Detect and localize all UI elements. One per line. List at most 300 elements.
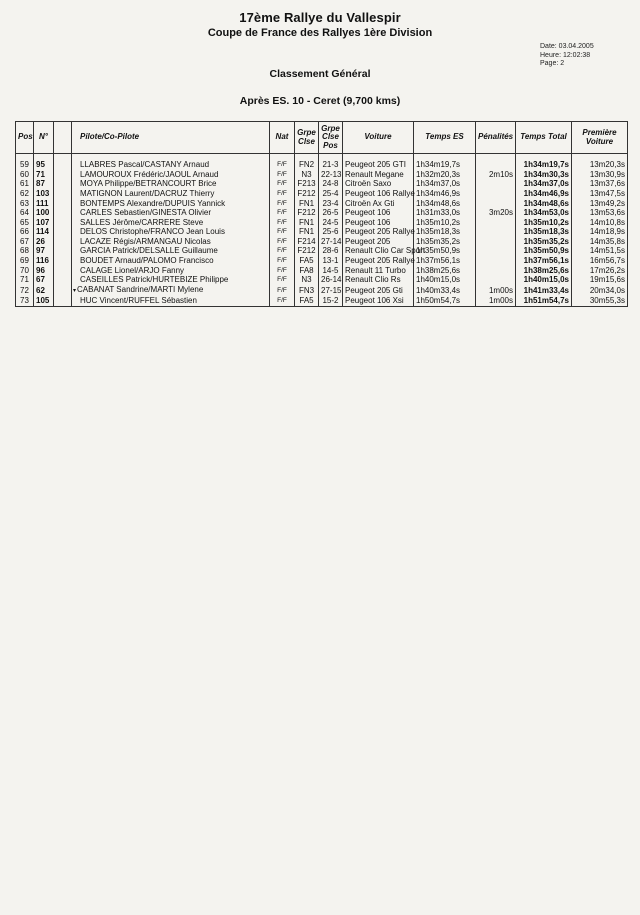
cell-grpe-clse-pos <box>319 189 343 199</box>
cell-blank <box>54 237 72 247</box>
cell-grpe-clse-text: FN3 <box>298 285 315 295</box>
cell-temps-total-text: 1h35m10,2s <box>523 217 569 227</box>
cell-grpe-clse-pos <box>319 296 343 306</box>
col-header-temps-es: Temps ES <box>414 122 476 154</box>
cell-voiture-text: Peugeot 205 Rallye <box>345 227 415 237</box>
cell-grpe-clse-text: FN1 <box>298 217 315 227</box>
cell-grpe-clse-pos-text: 24-5 <box>322 217 339 227</box>
cell-grpe-clse-text: F212 <box>297 208 316 218</box>
cell-grpe-clse-text: FA5 <box>299 256 314 266</box>
cell-grpe-clse-pos-text: 23-4 <box>322 198 339 208</box>
cell-temps-total-text: 1h34m19,7s <box>523 160 569 170</box>
cell-number <box>34 189 54 199</box>
cell-premiere-voiture-text: 30m55,3s <box>589 296 625 306</box>
cell-grpe-clse <box>295 218 319 228</box>
cell-number-text: 95 <box>36 160 45 170</box>
cell-grpe-clse-pos <box>319 198 343 208</box>
cell-grpe-clse-pos <box>319 160 343 170</box>
cell-blank <box>54 296 72 306</box>
col-header-blank <box>54 122 72 154</box>
cell-premiere-voiture-text: 13m49,2s <box>589 198 625 208</box>
cell-nat-text: F/F <box>277 161 287 169</box>
cell-grpe-clse-pos <box>319 237 343 247</box>
cell-premiere-voiture <box>572 275 628 285</box>
cell-number-text: 103 <box>36 188 50 198</box>
cell-premiere-voiture <box>572 189 628 199</box>
cell-pos <box>16 208 34 218</box>
cell-temps-es-text: 1h40m33,4s <box>416 285 461 295</box>
col-header-temps-total: Temps Total <box>516 122 572 154</box>
cell-pos-text: 65 <box>20 217 29 227</box>
cell-premiere-voiture <box>572 266 628 276</box>
cell-temps-es-text: 1h37m56,1s <box>416 256 461 266</box>
table-row <box>16 237 628 247</box>
cell-number <box>34 160 54 170</box>
cell-voiture-text: Renault 11 Turbo <box>345 265 406 275</box>
cell-grpe-clse <box>295 237 319 247</box>
cell-number <box>34 198 54 208</box>
cell-penalites <box>476 189 516 199</box>
cell-blank <box>54 246 72 256</box>
cell-grpe-clse <box>295 256 319 266</box>
cell-grpe-clse-pos-text: 22-13 <box>321 169 342 179</box>
cell-pos-text: 70 <box>20 265 29 275</box>
cell-penalites <box>476 160 516 170</box>
cell-grpe-clse-pos-text: 13-1 <box>322 256 339 266</box>
cell-pos-text: 62 <box>20 188 29 198</box>
cell-voiture <box>343 170 414 180</box>
cell-premiere-voiture-text: 20m34,0s <box>589 285 625 295</box>
table-row <box>16 218 628 228</box>
cell-blank <box>54 160 72 170</box>
cell-pilote-text: LAMOUROUX Frédéric/JAOUL Arnaud <box>80 169 219 179</box>
cell-pos <box>16 246 34 256</box>
cell-number <box>34 179 54 189</box>
cell-penalites <box>476 227 516 237</box>
cell-grpe-clse-text: FA8 <box>299 265 314 275</box>
cell-grpe-clse-text: FN1 <box>298 227 315 237</box>
cell-temps-es <box>414 170 476 180</box>
cell-temps-total <box>516 227 572 237</box>
cell-grpe-clse-text: FN2 <box>298 160 315 170</box>
section-title: Classement Général <box>269 68 371 80</box>
cell-temps-total-text: 1h35m35,2s <box>523 236 569 246</box>
cell-nat <box>270 296 295 306</box>
cell-premiere-voiture <box>572 246 628 256</box>
col-header-penalites: Pénalités <box>476 122 516 154</box>
cell-pos <box>16 170 34 180</box>
cell-grpe-clse <box>295 170 319 180</box>
cell-grpe-clse <box>295 227 319 237</box>
cell-grpe-clse-pos-text: 21-3 <box>322 160 339 170</box>
cell-penalites <box>476 256 516 266</box>
cell-grpe-clse <box>295 275 319 285</box>
cell-number <box>34 170 54 180</box>
cell-temps-es-text: 1h35m50,9s <box>416 246 461 256</box>
print-date: Date: 03.04.2005 <box>540 43 594 50</box>
cell-temps-es <box>414 208 476 218</box>
cell-pilote-text: MATIGNON Laurent/DACRUZ Thierry <box>80 188 215 198</box>
cell-penalites-text: 3m20s <box>488 208 513 218</box>
cell-premiere-voiture <box>572 170 628 180</box>
cell-grpe-clse-pos <box>319 218 343 228</box>
cell-premiere-voiture <box>572 208 628 218</box>
cell-temps-es-text: 1h35m10,2s <box>416 217 461 227</box>
cell-temps-total-text: 1h34m37,0s <box>523 179 569 189</box>
cell-penalites <box>476 275 516 285</box>
cell-pos <box>16 266 34 276</box>
cell-grpe-clse-pos <box>319 256 343 266</box>
cell-voiture <box>343 246 426 256</box>
col-header-nat: Nat <box>270 122 295 154</box>
cell-number <box>34 296 54 306</box>
cell-temps-es <box>414 256 476 266</box>
cell-temps-es <box>414 227 476 237</box>
cell-pilote-text: SALLES Jérôme/CARRERE Steve <box>80 217 204 227</box>
cell-pos-text: 72 <box>20 285 29 295</box>
cell-penalites <box>476 198 516 208</box>
cell-grpe-clse-text: F212 <box>297 188 316 198</box>
cell-grpe-clse-pos-text: 14-5 <box>322 265 339 275</box>
cell-voiture <box>343 218 414 228</box>
cell-pilote <box>72 179 270 189</box>
cell-nat-text: F/F <box>277 218 287 226</box>
print-time: Heure: 12:02:38 <box>540 51 591 59</box>
cell-pos <box>16 296 34 306</box>
cell-voiture-text: Renault Clio Rs <box>345 275 401 285</box>
cell-pilote-text: BOUDET Arnaud/PALOMO Francisco <box>80 256 214 266</box>
cell-temps-es-text: 1h34m19,7s <box>416 160 461 170</box>
cell-pilote <box>72 218 270 228</box>
cell-nat-text: F/F <box>277 276 287 284</box>
col-header-num: N° <box>34 122 54 154</box>
cell-temps-es <box>414 189 476 199</box>
table-row <box>16 275 628 285</box>
table-row <box>16 246 628 256</box>
cell-temps-total-text: 1h37m56,1s <box>523 256 569 266</box>
cell-temps-es <box>414 198 476 208</box>
cell-number <box>34 218 54 228</box>
cell-number-text: 116 <box>36 256 49 266</box>
cell-number-text: 62 <box>36 285 45 295</box>
cell-nat-text: F/F <box>277 180 287 188</box>
cell-premiere-voiture-text: 14m51,5s <box>589 246 625 256</box>
cell-penalites <box>476 266 516 276</box>
cell-blank <box>54 170 72 180</box>
cell-number <box>34 285 54 296</box>
cell-voiture-text: Peugeot 205 <box>345 236 391 246</box>
cell-grpe-clse-pos <box>319 208 343 218</box>
cell-premiere-voiture <box>572 285 628 296</box>
cell-pos <box>16 179 34 189</box>
cell-grpe-clse <box>295 189 319 199</box>
cell-grpe-clse-text: F212 <box>297 246 316 256</box>
cell-pilote <box>72 275 270 285</box>
cell-pos-text: 61 <box>20 179 29 189</box>
cell-nat <box>270 275 295 285</box>
cell-premiere-voiture <box>572 227 628 237</box>
cell-temps-es-text: 1h38m25,6s <box>416 265 461 275</box>
cell-penalites <box>476 296 516 306</box>
col-header-grpe-clse: Grpe Clse <box>295 122 319 154</box>
cell-temps-es <box>414 237 476 247</box>
cell-penalites <box>476 208 516 218</box>
cell-pilote-text: CARLES Sebastien/GINESTA Olivier <box>80 208 212 218</box>
cell-pilote-text: LACAZE Régis/ARMANGAU Nicolas <box>80 236 211 246</box>
cell-pilote <box>72 256 270 266</box>
cell-nat <box>270 285 295 296</box>
cell-temps-es <box>414 160 476 170</box>
cell-number-text: 107 <box>36 217 50 227</box>
table-row <box>16 160 628 170</box>
cell-voiture-text: Renault Megane <box>345 169 404 179</box>
cell-penalites-text: 1m00s <box>488 285 513 295</box>
cell-grpe-clse <box>295 246 319 256</box>
cell-grpe-clse-pos <box>319 275 343 285</box>
table-header-row <box>16 122 628 154</box>
cell-nat <box>270 227 295 237</box>
cell-pos-text: 67 <box>20 236 29 246</box>
cell-nat <box>270 170 295 180</box>
cell-premiere-voiture <box>572 237 628 247</box>
table-row <box>16 256 628 266</box>
cell-temps-total <box>516 285 572 296</box>
cell-voiture-text: Peugeot 106 Xsi <box>345 296 404 306</box>
cell-temps-total <box>516 208 572 218</box>
cell-pilote-text: CALAGE Lionel/ARJO Fanny <box>80 265 185 275</box>
cell-temps-total <box>516 275 572 285</box>
cell-pos <box>16 198 34 208</box>
cell-pos-text: 60 <box>20 169 29 179</box>
cell-number <box>34 256 54 266</box>
cell-temps-total <box>516 256 572 266</box>
cell-nat-text: F/F <box>277 247 287 255</box>
cell-pilote-text: HUC Vincent/RUFFEL Sébastien <box>80 296 197 306</box>
cell-premiere-voiture-text: 13m30,9s <box>589 169 625 179</box>
cell-pilote <box>72 285 270 296</box>
cell-nat <box>270 208 295 218</box>
cell-number-text: 87 <box>36 179 45 189</box>
cell-premiere-voiture <box>572 160 628 170</box>
table-row <box>16 227 628 237</box>
cell-blank <box>54 227 72 237</box>
cell-grpe-clse-pos <box>319 285 343 296</box>
cell-premiere-voiture-text: 13m53,6s <box>589 208 625 218</box>
cell-voiture <box>343 208 414 218</box>
cell-voiture <box>343 179 414 189</box>
cell-voiture-text: Peugeot 106 <box>345 208 391 218</box>
cell-grpe-clse <box>295 208 319 218</box>
cell-pilote <box>72 170 270 180</box>
table-row <box>16 189 628 199</box>
cell-penalites-text: 1m00s <box>488 296 513 306</box>
cell-number <box>34 246 54 256</box>
cell-premiere-voiture-text: 17m26,2s <box>589 265 625 275</box>
cell-grpe-clse <box>295 179 319 189</box>
cell-voiture <box>343 227 414 237</box>
cell-nat-text: F/F <box>277 170 287 178</box>
cell-pos <box>16 256 34 266</box>
cell-temps-es-text: 1h32m20,3s <box>416 169 461 179</box>
cell-grpe-clse-pos-text: 15-2 <box>322 296 339 306</box>
cell-number-text: 97 <box>36 246 45 256</box>
cell-premiere-voiture-text: 14m10,8s <box>589 217 625 227</box>
cell-temps-total <box>516 218 572 228</box>
cell-voiture <box>343 237 414 247</box>
cell-voiture-text: Peugeot 205 GTI <box>345 160 406 170</box>
table-row <box>16 285 628 296</box>
cell-number-text: 100 <box>36 208 50 218</box>
cell-temps-total-text: 1h35m18,3s <box>523 227 569 237</box>
cell-pilote <box>72 266 270 276</box>
cell-grpe-clse-pos <box>319 170 343 180</box>
cell-pos-text: 63 <box>20 198 29 208</box>
cell-premiere-voiture-text: 13m47,5s <box>589 188 625 198</box>
row-marker-icon: ▾ <box>73 287 77 294</box>
cell-temps-total-text: 1h34m53,0s <box>523 208 569 218</box>
cell-grpe-clse-pos <box>319 179 343 189</box>
cell-penalites <box>476 170 516 180</box>
cell-pos <box>16 237 34 247</box>
cell-temps-es-text: 1h34m37,0s <box>416 179 461 189</box>
cell-temps-total-text: 1h34m30,3s <box>523 169 569 179</box>
cell-penalites <box>476 246 516 256</box>
cell-penalites <box>476 179 516 189</box>
cell-premiere-voiture <box>572 256 628 266</box>
cell-grpe-clse-pos <box>319 246 343 256</box>
cell-blank <box>54 208 72 218</box>
cell-blank <box>54 179 72 189</box>
cell-temps-total-text: 1h51m54,7s <box>523 296 569 306</box>
cell-nat <box>270 198 295 208</box>
cell-blank <box>54 256 72 266</box>
cell-temps-es-text: 1h31m33,0s <box>416 208 461 218</box>
cell-pos-text: 71 <box>20 275 29 285</box>
cell-voiture <box>343 266 414 276</box>
cell-grpe-clse-text: F214 <box>297 236 316 246</box>
cell-voiture-text: Renault Clio Car Sport <box>345 246 426 256</box>
cell-temps-total <box>516 160 572 170</box>
cell-nat <box>270 256 295 266</box>
cell-premiere-voiture-text: 14m35,8s <box>589 236 625 246</box>
cell-nat-text: F/F <box>277 209 287 217</box>
cell-temps-total-text: 1h34m46,9s <box>523 188 569 198</box>
cell-pilote <box>72 189 270 199</box>
table-row <box>16 179 628 189</box>
cell-voiture-text: Citroën Saxo <box>345 179 392 189</box>
cell-nat <box>270 160 295 170</box>
stage-title: Après ES. 10 - Ceret (9,700 kms) <box>239 95 401 107</box>
cell-nat <box>270 218 295 228</box>
cell-premiere-voiture-text: 16m56,7s <box>589 256 625 266</box>
cell-pilote <box>72 198 270 208</box>
cell-voiture-text: Peugeot 205 Gti <box>345 285 403 295</box>
print-meta <box>540 43 594 69</box>
cell-temps-total-text: 1h38m25,6s <box>523 265 569 275</box>
event-subtitle: Coupe de France des Rallyes 1ère Division <box>207 27 433 39</box>
cell-pos-text: 69 <box>20 256 29 266</box>
cell-grpe-clse <box>295 296 319 306</box>
cell-nat <box>270 179 295 189</box>
cell-pos <box>16 285 34 296</box>
cell-temps-total-text: 1h40m15,0s <box>523 275 569 285</box>
cell-temps-total <box>516 237 572 247</box>
cell-pilote-text: GARCIA Patrick/DELSALLE Guillaume <box>80 246 218 256</box>
cell-number <box>34 208 54 218</box>
cell-temps-es-text: 1h34m48,6s <box>416 198 461 208</box>
cell-grpe-clse-pos <box>319 227 343 237</box>
cell-penalites-text: 2m10s <box>488 169 513 179</box>
cell-number-text: 96 <box>36 265 45 275</box>
cell-voiture <box>343 198 414 208</box>
cell-pilote <box>72 237 270 247</box>
cell-nat <box>270 189 295 199</box>
cell-number-text: 111 <box>36 198 49 208</box>
cell-pilote <box>72 296 270 306</box>
cell-nat-text: F/F <box>277 266 287 274</box>
cell-temps-total <box>516 266 572 276</box>
cell-voiture-text: Peugeot 106 <box>345 217 391 227</box>
cell-penalites <box>476 285 516 296</box>
page-number: Page: 2 <box>540 60 565 67</box>
cell-voiture-text: Citroën Ax Gti <box>345 198 395 208</box>
cell-grpe-clse-text: N3 <box>301 169 312 179</box>
cell-voiture-text: Peugeot 106 Rallye <box>345 188 415 198</box>
cell-number-text: 114 <box>36 227 49 237</box>
cell-pilote-text: CABANAT Sandrine/MARTI Mylene <box>77 284 204 294</box>
cell-temps-total <box>516 246 572 256</box>
cell-grpe-clse-pos <box>319 266 343 276</box>
cell-voiture <box>343 275 414 285</box>
cell-voiture <box>343 285 414 296</box>
cell-pos <box>16 218 34 228</box>
cell-temps-es-text: 1h40m15,0s <box>416 275 461 285</box>
cell-temps-es <box>414 246 476 256</box>
cell-premiere-voiture-text: 13m20,3s <box>589 160 625 170</box>
cell-nat <box>270 237 295 247</box>
cell-grpe-clse <box>295 285 319 296</box>
cell-pilote-text: LLABRES Pascal/CASTANY Arnaud <box>80 160 210 170</box>
cell-grpe-clse-pos-text: 24-8 <box>322 179 339 189</box>
cell-number-text: 105 <box>36 296 50 306</box>
cell-pilote <box>72 208 270 218</box>
cell-grpe-clse-text: FN1 <box>298 198 315 208</box>
cell-temps-total-text: 1h41m33,4s <box>523 285 569 295</box>
cell-grpe-clse-text: N3 <box>301 275 312 285</box>
cell-pos <box>16 189 34 199</box>
col-header-pos: Pos <box>16 122 34 154</box>
cell-blank <box>54 266 72 276</box>
cell-number <box>34 227 54 237</box>
event-title: 17ème Rallye du Vallespir <box>239 10 401 25</box>
cell-temps-es <box>414 218 476 228</box>
table-row <box>16 170 628 180</box>
cell-premiere-voiture <box>572 218 628 228</box>
cell-grpe-clse-pos-text: 27-15 <box>321 285 342 295</box>
cell-nat-text: F/F <box>277 199 287 207</box>
cell-number-text: 26 <box>36 236 45 246</box>
cell-grpe-clse-pos-text: 28-6 <box>322 246 339 256</box>
cell-temps-es-text: 1h50m54,7s <box>416 296 461 306</box>
cell-voiture-text: Peugeot 205 Rallye <box>345 256 415 266</box>
cell-pos <box>16 275 34 285</box>
cell-premiere-voiture-text: 14m18,9s <box>589 227 625 237</box>
cell-temps-total <box>516 179 572 189</box>
cell-temps-total <box>516 189 572 199</box>
cell-pos <box>16 160 34 170</box>
cell-number <box>34 237 54 247</box>
cell-grpe-clse-text: FA5 <box>299 296 314 306</box>
